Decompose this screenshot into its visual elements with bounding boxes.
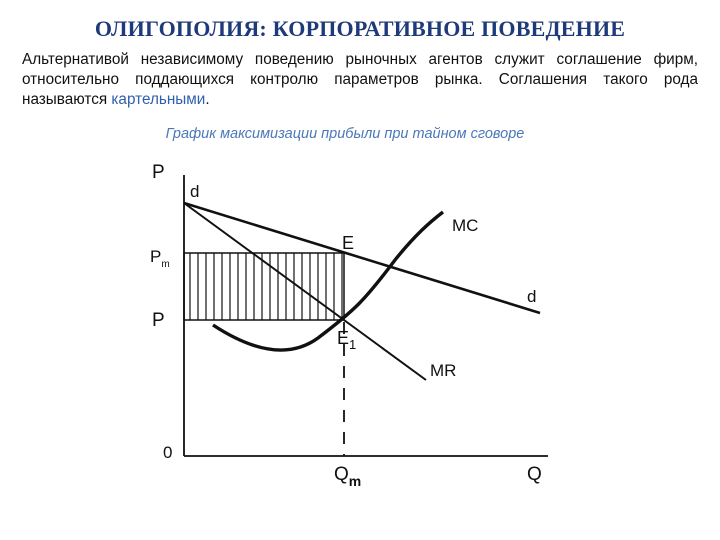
demand-label-right: d [527,287,537,306]
page-title: ОЛИГОПОЛИЯ: КОРПОРАТИВНОЕ ПОВЕДЕНИЕ [94,16,626,41]
mr-curve [184,203,426,380]
price-p-label: P [152,310,165,331]
point-e-label: E [342,233,355,253]
price-pm-label [150,247,170,270]
mc-curve [213,212,443,350]
price-pm-sub: m [161,259,170,270]
price-pm-letter: P [150,247,162,266]
intro-text: Альтернативой независимому поведению рыночных агентов служит соглашение фирм, относительно поддающихся контролю параметров рынка. Соглашения такого рода называются [22,51,698,108]
origin-label: 0 [163,443,173,462]
axis-x-label: Q [527,464,542,485]
axis-y-label: P [152,162,165,183]
point-e1-letter: E [337,328,350,348]
graph-caption: График максимизации прибыли при тайном сговоре [165,126,525,142]
quantity-qm-letter: Q [334,464,349,485]
demand-label-top: d [190,182,200,201]
mc-label: MC [452,216,479,235]
quantity-qm-sub: m [348,473,362,489]
profit-area-border [184,253,344,320]
point-e1-sub: 1 [349,337,357,352]
mr-label: MR [430,361,457,380]
quantity-qm-label [334,464,361,489]
intro-end: . [205,91,210,108]
cartel-term: картельными [111,91,206,108]
point-e1-label [337,328,356,352]
